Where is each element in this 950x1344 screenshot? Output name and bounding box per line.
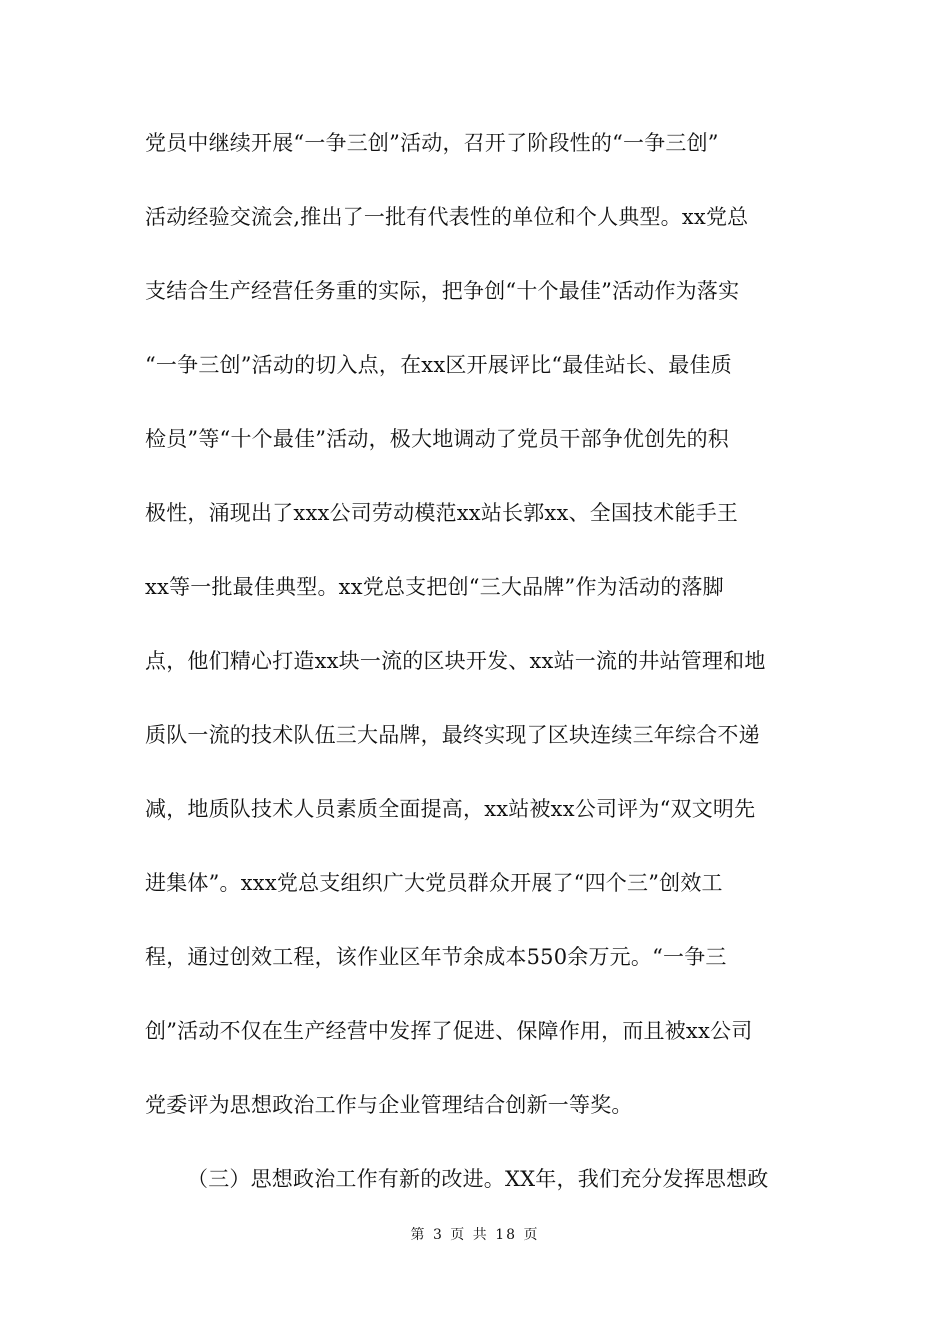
text-line: 进集体”。xxx党总支组织广大党员群众开展了“四个三”创效工 — [145, 871, 723, 895]
text-line: 质队一流的技术队伍三大品牌，最终实现了区块连续三年综合不递 — [145, 723, 760, 747]
text-line: 党员中继续开展“一争三创”活动，召开了阶段性的“一争三创” — [145, 131, 719, 155]
body-text — [145, 124, 815, 1234]
text-line: 党委评为思想政治工作与企业管理结合创新一等奖。 — [145, 1093, 633, 1117]
text-line: 减，地质队技术人员素质全面提高，xx站被xx公司评为“双文明先 — [145, 797, 756, 821]
text-line: 创”活动不仅在生产经营中发挥了促进、保障作用，而且被xx公司 — [145, 1019, 753, 1043]
section-heading-line: （三）思想政治工作有新的改进。XX年，我们充分发挥思想政 — [187, 1167, 769, 1191]
text-line: “一争三创”活动的切入点，在xx区开展评比“最佳站长、最佳质 — [145, 353, 732, 377]
text-line: 支结合生产经营任务重的实际，把争创“十个最佳”活动作为落实 — [145, 279, 740, 303]
text-line: 程，通过创效工程，该作业区年节余成本550余万元。“一争三 — [145, 945, 727, 969]
text-line: 活动经验交流会,推出了一批有代表性的单位和个人典型。xx党总 — [145, 205, 749, 229]
page-number-label: 第 3 页 共 18 页 — [410, 1227, 540, 1243]
text-line: 点，他们精心打造xx块一流的区块开发、xx站一流的井站管理和地 — [145, 649, 766, 673]
text-line: 检员”等“十个最佳”活动，极大地调动了党员干部争优创先的积 — [145, 427, 730, 451]
text-line: 极性，涌现出了xxx公司劳动模范xx站长郭xx、全国技术能手王 — [145, 501, 739, 525]
text-line: xx等一批最佳典型。xx党总支把创“三大品牌”作为活动的落脚 — [145, 575, 724, 599]
page-footer — [0, 1225, 950, 1245]
